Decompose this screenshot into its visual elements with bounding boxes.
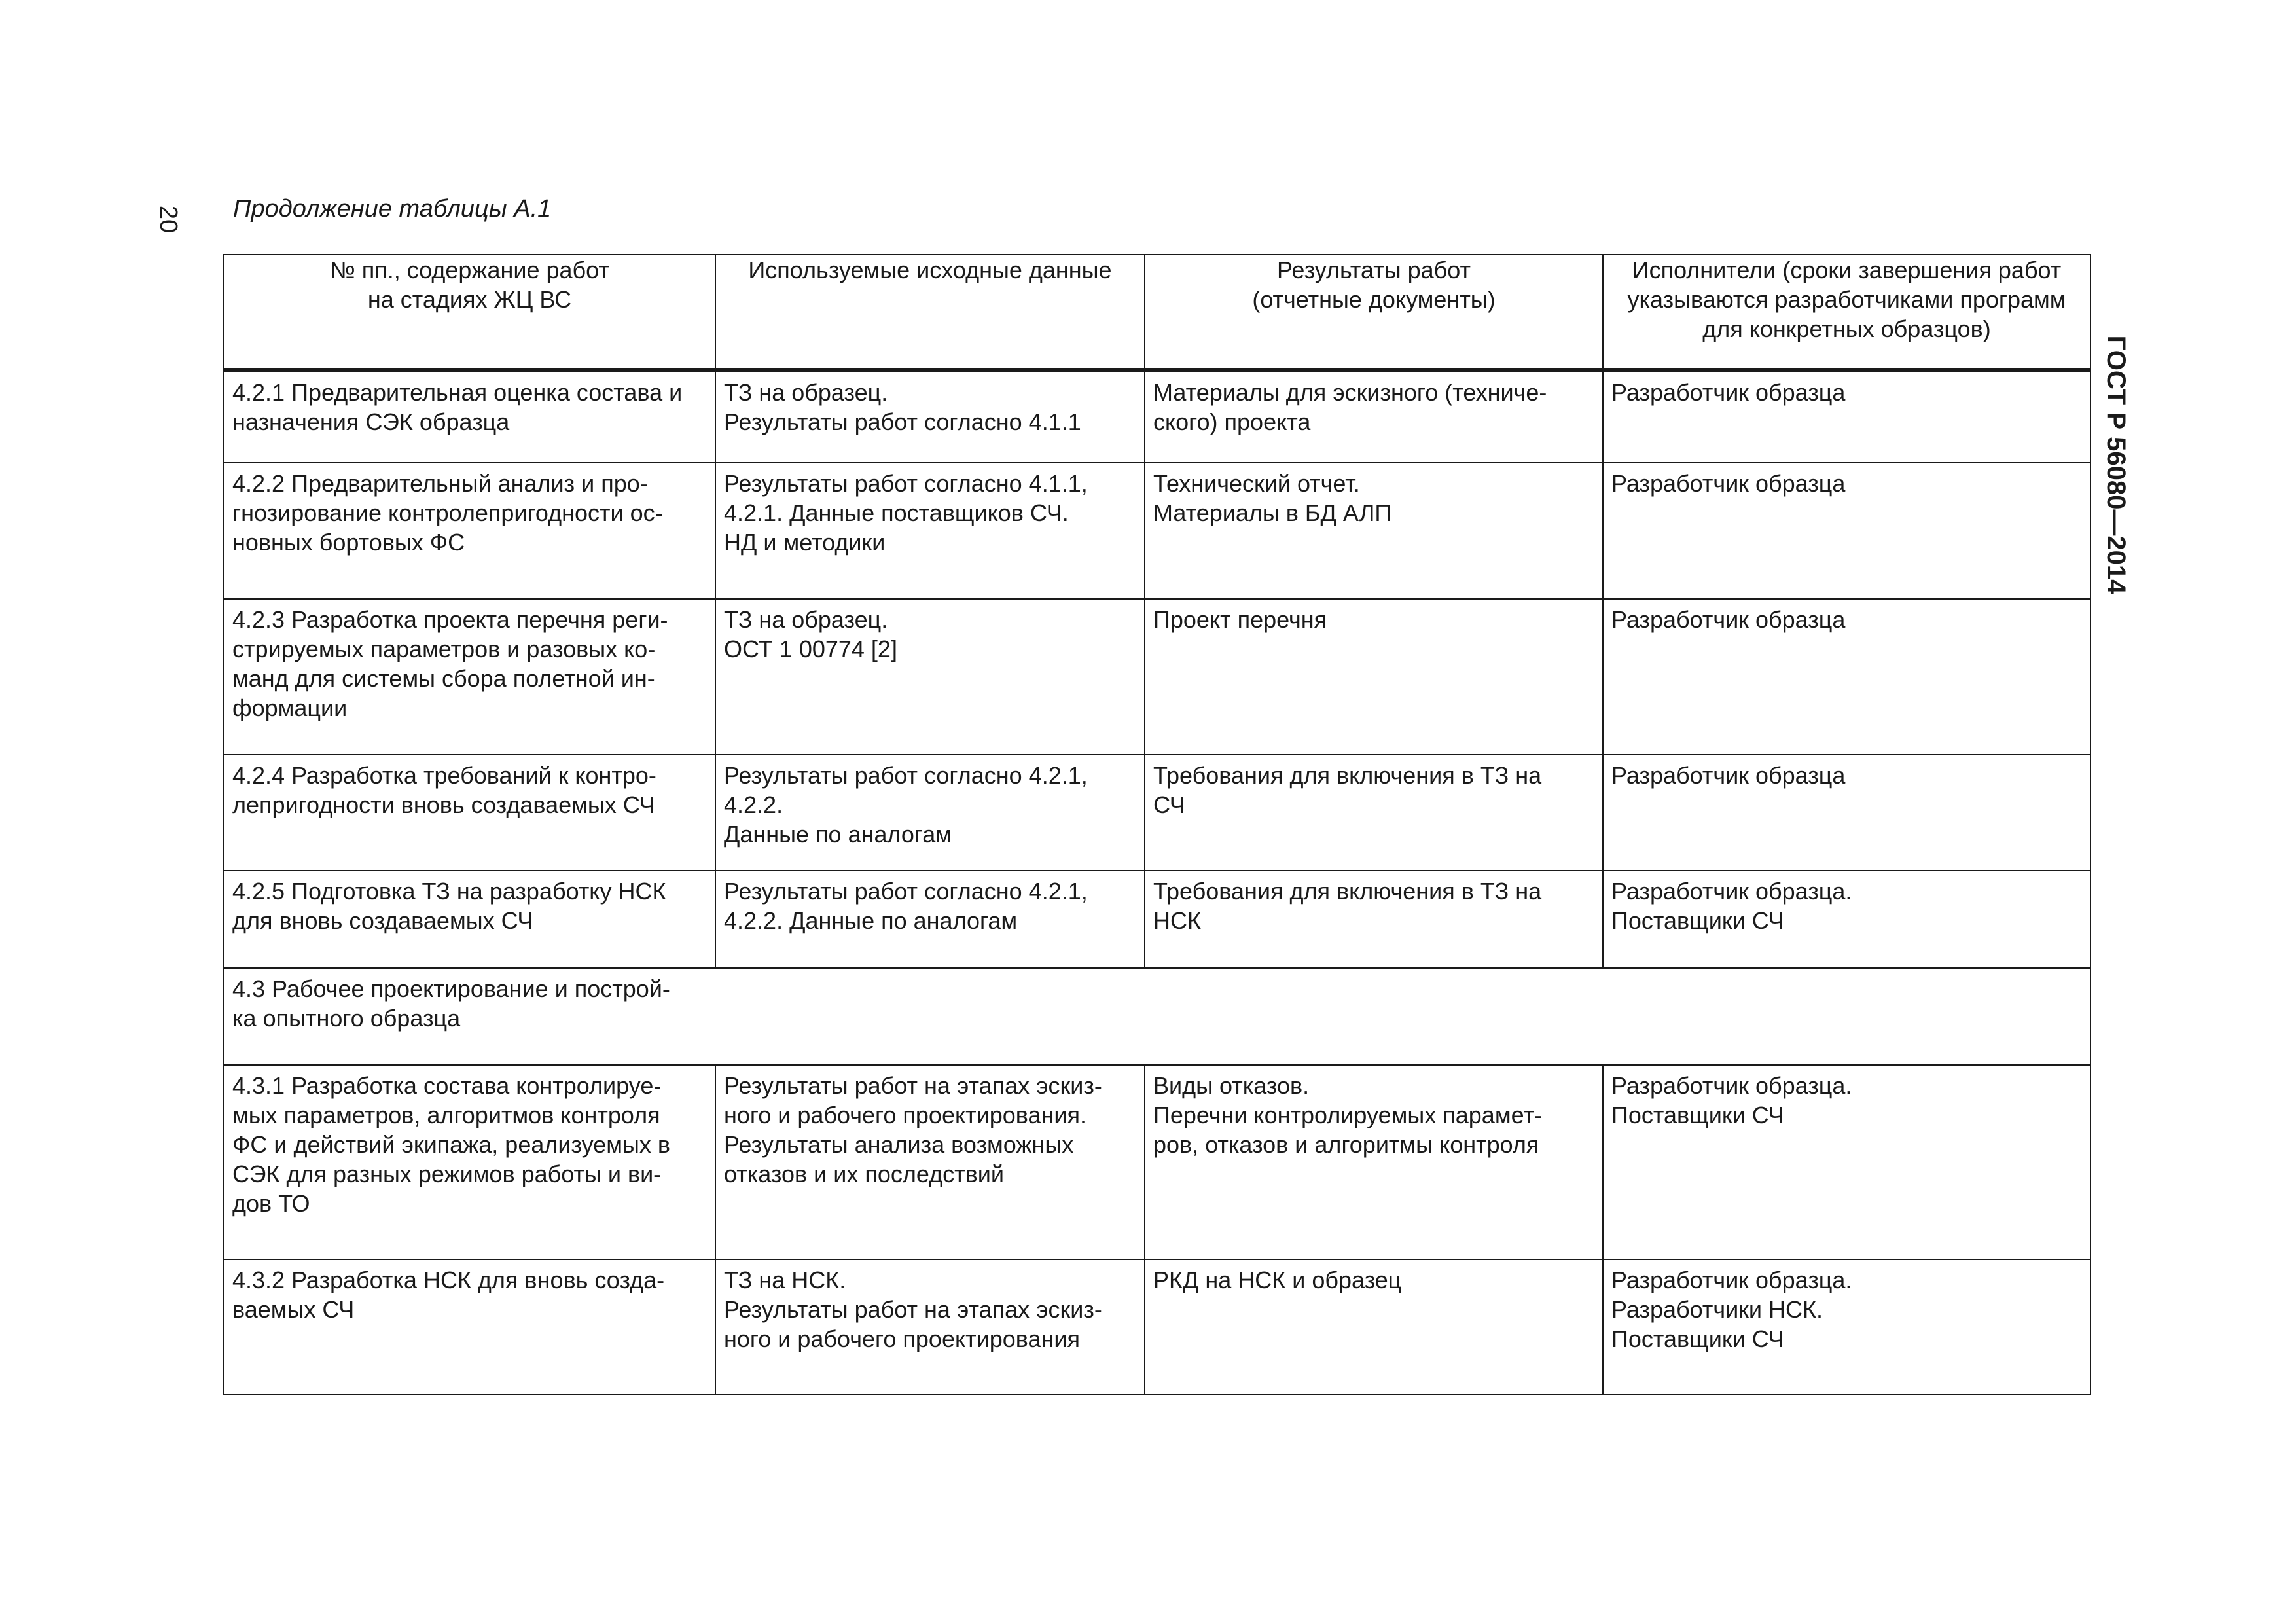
cell-line: Результаты работ на этапах эскиз-	[724, 1072, 1102, 1099]
cell-line: 4.2.3 Разработка проекта перечня реги-	[232, 606, 668, 633]
cell-line: назначения СЭК образца	[232, 408, 510, 435]
table-row	[224, 1065, 2090, 1259]
cell-line: лепригодности вновь создаваемых СЧ	[232, 791, 655, 818]
cell-line: стрируемых параметров и разовых ко-	[232, 636, 656, 662]
table-cell	[1145, 370, 1603, 463]
cell-line: Результаты работ согласно 4.1.1	[724, 408, 1081, 435]
cell-line: Поставщики СЧ	[1611, 1326, 1784, 1352]
table-cell	[1603, 1259, 2090, 1394]
cell-line: указываются разработчиками программ	[1627, 286, 2066, 313]
cell-line: (отчетные документы)	[1252, 286, 1496, 313]
cell-line: Данные по аналогам	[724, 821, 952, 848]
cell-line: 4.2.1 Предварительная оценка состава и	[232, 378, 683, 406]
table-row	[224, 463, 2090, 599]
table-header	[224, 255, 2090, 370]
cell-line: Результаты работ на этапах эскиз-	[724, 1296, 1102, 1323]
cell-line: на стадиях ЖЦ ВС	[367, 286, 572, 313]
cell-line: Требования для включения в ТЗ на	[1153, 762, 1542, 789]
cell-line: Разработчик образца.	[1611, 878, 1852, 905]
cell-line: Разработчик образца	[1611, 378, 1846, 406]
cell-line: 4.3 Рабочее проектирование и построй-	[232, 975, 670, 1002]
cell-line: 4.2.5 Подготовка ТЗ на разработку НСК	[232, 878, 666, 905]
cell-line: мых параметров, алгоритмов контроля	[232, 1102, 660, 1128]
table-cell	[1603, 755, 2090, 871]
cell-line: РКД на НСК и образец	[1153, 1267, 1402, 1293]
cell-line: Виды отказов.	[1153, 1072, 1310, 1099]
column-header	[1145, 255, 1603, 370]
cell-line: Разработчик образца.	[1611, 1072, 1852, 1099]
table-cell	[1603, 1065, 2090, 1259]
column-header	[715, 255, 1145, 370]
cell-line: 4.2.4 Разработка требований к контро-	[232, 762, 656, 789]
cell-line: Разработчик образца	[1611, 470, 1846, 497]
table-cell	[1603, 463, 2090, 599]
table-cell	[1145, 599, 1603, 755]
table-cell	[715, 1065, 1145, 1259]
standard-code: ГОСТ Р 56080—2014	[2102, 335, 2130, 594]
cell-line: ка опытного образца	[232, 1005, 461, 1032]
table-cell	[224, 370, 715, 463]
section-row	[224, 968, 2090, 1065]
cell-line: ного и рабочего проектирования.	[724, 1102, 1086, 1128]
cell-line: Материалы в БД АЛП	[1153, 499, 1392, 526]
cell-line: 4.3.2 Разработка НСК для вновь созда-	[232, 1267, 665, 1293]
table-cell	[1145, 463, 1603, 599]
cell-line: ТЗ на образец.	[724, 378, 888, 406]
table-cell	[1603, 871, 2090, 968]
table-row	[224, 871, 2090, 968]
table-cell	[1145, 871, 1603, 968]
header-row	[224, 255, 2090, 370]
cell-line: манд для системы сбора полетной ин-	[232, 665, 655, 692]
cell-line: НД и методики	[724, 529, 886, 556]
table-cell	[224, 463, 715, 599]
table-cell	[1603, 599, 2090, 755]
cell-line: Поставщики СЧ	[1611, 1102, 1784, 1128]
cell-line: Технический отчет.	[1153, 470, 1360, 497]
table-cell	[715, 755, 1145, 871]
cell-line: отказов и их последствий	[724, 1161, 1004, 1187]
cell-line: дов ТО	[232, 1190, 310, 1217]
works-table	[223, 254, 2091, 1395]
table-cell	[224, 599, 715, 755]
column-header	[1603, 255, 2090, 370]
cell-line: 4.3.1 Разработка состава контролируе-	[232, 1072, 662, 1099]
cell-line: Требования для включения в ТЗ на	[1153, 878, 1542, 905]
cell-line: 4.2.1. Данные поставщиков СЧ.	[724, 499, 1069, 526]
table-cell	[1603, 370, 2090, 463]
cell-line: Разработчик образца.	[1611, 1267, 1852, 1293]
cell-line: ОСТ 1 00774 [2]	[724, 636, 897, 662]
table-cell	[224, 871, 715, 968]
table-cell	[1145, 755, 1603, 871]
table-cell	[224, 1259, 715, 1394]
table-cell	[715, 463, 1145, 599]
cell-line: СЧ	[1153, 791, 1185, 818]
table-cell	[715, 599, 1145, 755]
cell-line: ТЗ на образец.	[724, 606, 888, 633]
table-cell	[715, 871, 1145, 968]
cell-line: СЭК для разных режимов работы и ви-	[232, 1161, 662, 1187]
cell-line: ского) проекта	[1153, 408, 1311, 435]
cell-line: Исполнители (сроки завершения работ	[1632, 257, 2062, 283]
section-cell	[224, 968, 2090, 1065]
table-cell	[715, 1259, 1145, 1394]
cell-line: НСК	[1153, 907, 1201, 934]
cell-line: Результаты работ согласно 4.1.1,	[724, 470, 1088, 497]
table-cell	[715, 370, 1145, 463]
page-number: 20	[154, 205, 182, 234]
table-caption: Продолжение таблицы А.1	[233, 195, 552, 223]
cell-line: формации	[232, 695, 348, 721]
cell-line: Используемые исходные данные	[748, 257, 1112, 283]
cell-line: для вновь создаваемых СЧ	[232, 907, 533, 934]
cell-line: ров, отказов и алгоритмы контроля	[1153, 1131, 1539, 1158]
cell-line: ного и рабочего проектирования	[724, 1326, 1080, 1352]
cell-line: ваемых СЧ	[232, 1296, 355, 1323]
cell-line: Разработчик образца	[1611, 606, 1846, 633]
table-cell	[224, 755, 715, 871]
cell-line: 4.2.2. Данные по аналогам	[724, 907, 1018, 934]
cell-line: 4.2.2 Предварительный анализ и про-	[232, 470, 648, 497]
table-row	[224, 755, 2090, 871]
cell-line: Разработчики НСК.	[1611, 1296, 1823, 1323]
table-row	[224, 1259, 2090, 1394]
table-cell	[1145, 1065, 1603, 1259]
table-row	[224, 370, 2090, 463]
cell-line: для конкретных образцов)	[1702, 316, 1991, 342]
table-cell	[1145, 1259, 1603, 1394]
column-header	[224, 255, 715, 370]
cell-line: Результаты работ согласно 4.2.1,	[724, 762, 1088, 789]
cell-line: новных бортовых ФС	[232, 529, 465, 556]
cell-line: Результаты работ согласно 4.2.1,	[724, 878, 1088, 905]
cell-line: Разработчик образца	[1611, 762, 1846, 789]
table-row	[224, 599, 2090, 755]
cell-line: Проект перечня	[1153, 606, 1327, 633]
cell-line: Результаты работ	[1277, 257, 1471, 283]
cell-line: Перечни контролируемых парамет-	[1153, 1102, 1542, 1128]
table-cell	[224, 1065, 715, 1259]
cell-line: Материалы для эскизного (техниче-	[1153, 378, 1547, 406]
cell-line: № пп., содержание работ	[330, 257, 609, 283]
cell-line: ТЗ на НСК.	[724, 1267, 846, 1293]
cell-line: Результаты анализа возможных	[724, 1131, 1074, 1158]
cell-line: Поставщики СЧ	[1611, 907, 1784, 934]
cell-line: 4.2.2.	[724, 791, 783, 818]
cell-line: ФС и действий экипажа, реализуемых в	[232, 1131, 670, 1158]
cell-line: гнозирование контролепригодности ос-	[232, 499, 663, 526]
table-body	[224, 370, 2090, 1394]
